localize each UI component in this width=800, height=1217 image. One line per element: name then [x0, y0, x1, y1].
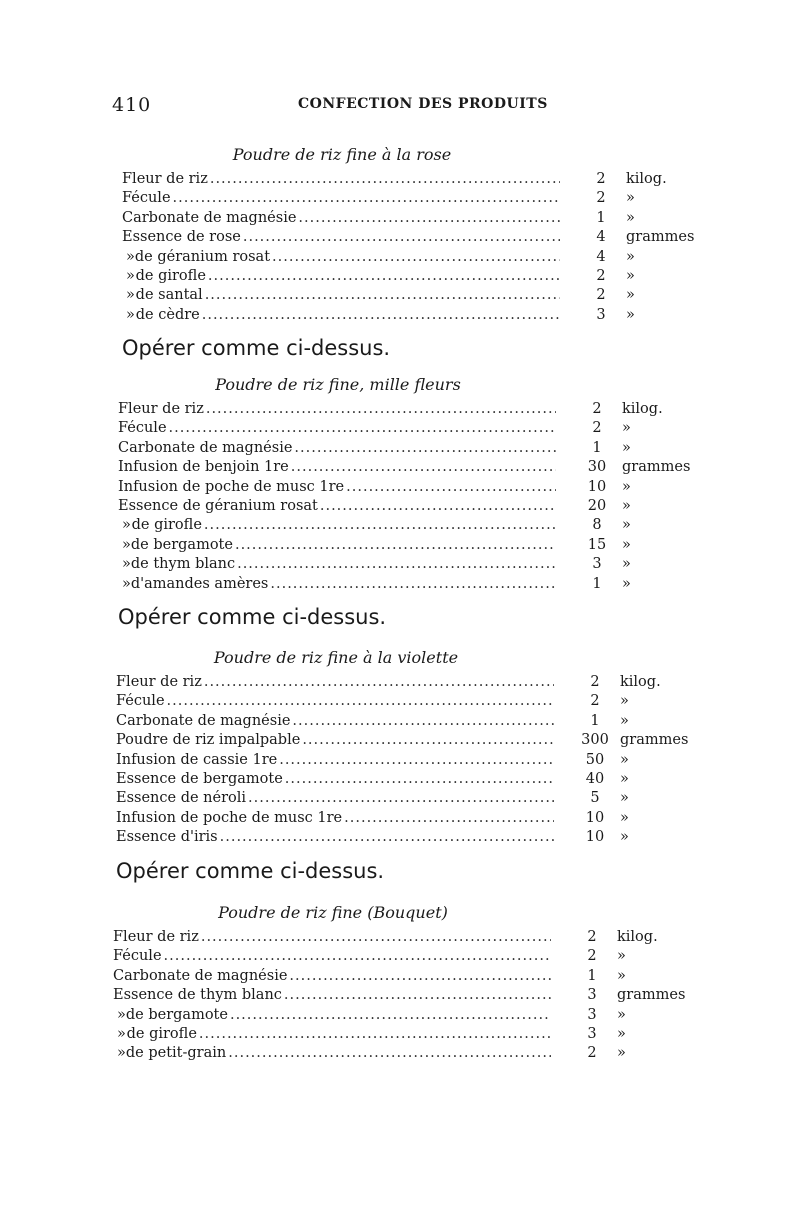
ditto-mark: »	[126, 248, 135, 265]
ingredient-quantity: 3	[587, 1025, 597, 1042]
ingredient-quantity: 3	[592, 556, 602, 573]
ingredient-unit: »	[617, 967, 626, 984]
ingredient-unit: »	[617, 1045, 626, 1062]
instruction-note: Opérer comme ci-dessus.	[122, 336, 391, 361]
dot-leader	[284, 987, 551, 1003]
recipe-mille-fleurs	[118, 375, 690, 633]
ingredient-label-cell	[116, 752, 554, 768]
ingredient-row	[118, 459, 690, 478]
dot-leader	[344, 810, 554, 826]
ingredient-unit: »	[622, 556, 631, 573]
ingredient-quantity: 15	[587, 536, 607, 553]
ingredient-label-cell	[118, 459, 556, 475]
ingredient-name: Carbonate de magnésie	[118, 439, 293, 456]
dot-leader	[289, 968, 551, 984]
ingredient-name: Fleur de riz	[118, 401, 204, 417]
ingredient-unit: »	[620, 809, 629, 826]
instruction-note: Opérer comme ci-dessus.	[118, 604, 387, 629]
recipe-title: Poudre de riz fine à la rose	[232, 145, 452, 164]
ingredient-row	[116, 713, 688, 732]
recipe-violette	[116, 648, 688, 887]
ingredient-unit: »	[626, 267, 635, 284]
ingredient-label-cell	[116, 693, 554, 709]
ingredient-label-cell	[116, 732, 554, 748]
ingredient-label-cell	[118, 401, 556, 417]
ingredient-row	[118, 479, 690, 498]
ingredient-row	[122, 287, 694, 306]
dot-leader	[298, 210, 560, 226]
ingredient-unit: »	[626, 248, 635, 265]
ditto-mark: »	[117, 1006, 126, 1023]
dot-leader	[291, 459, 556, 475]
ditto-mark: »	[122, 536, 131, 553]
ingredient-quantity: 2	[596, 171, 606, 187]
ingredient-name: Infusion de cassie 1re	[116, 751, 278, 768]
ingredient-quantity: 2	[587, 948, 597, 965]
ingredient-name: Carbonate de magnésie	[113, 967, 288, 984]
ingredient-row	[113, 1045, 685, 1064]
ingredient-name: Fleur de riz	[113, 929, 199, 945]
ingredient-label-cell	[118, 517, 556, 533]
ingredient-unit: kilog.	[626, 171, 667, 187]
ingredient-name: Essence de thym blanc	[113, 987, 282, 1004]
ingredient-label-cell	[122, 190, 560, 206]
ingredient-unit: »	[622, 536, 631, 553]
ingredient-quantity: 10	[585, 809, 605, 826]
ingredient-row	[118, 517, 690, 536]
ingredient-quantity: 1	[587, 967, 597, 984]
dot-leader	[272, 249, 560, 265]
ingredient-unit: »	[622, 478, 631, 495]
ingredient-name: de girofle	[126, 1025, 197, 1042]
ingredient-quantity: 1	[596, 209, 606, 226]
dot-leader	[243, 229, 560, 245]
ingredient-name: de cèdre	[135, 306, 200, 323]
ingredient-label-cell	[118, 440, 556, 456]
ingredient-name: Essence de géranium rosat	[118, 497, 318, 514]
ingredient-unit: »	[622, 517, 631, 534]
ingredient-row	[116, 693, 688, 712]
ingredient-name: Essence de néroli	[116, 790, 247, 807]
recipe-bouquet	[113, 903, 685, 1065]
dot-leader	[169, 420, 556, 436]
ingredient-name: Fécule	[116, 693, 165, 710]
ingredient-label-cell	[116, 674, 554, 690]
ingredient-row	[116, 829, 688, 848]
dot-leader	[202, 307, 560, 323]
dot-leader	[230, 1007, 551, 1023]
ingredient-quantity: 3	[587, 1006, 597, 1023]
ingredient-quantity: 2	[590, 693, 600, 710]
dot-leader	[292, 713, 554, 729]
ingredient-row	[113, 1007, 685, 1026]
ingredient-row	[113, 987, 685, 1006]
dot-leader	[320, 498, 556, 514]
ingredient-label-cell	[122, 249, 560, 265]
ingredient-unit: grammes	[622, 459, 691, 476]
ingredient-row	[118, 401, 690, 420]
recipe-title: Poudre de riz fine, mille fleurs	[215, 375, 461, 394]
ingredient-label-cell	[118, 537, 556, 553]
ingredient-unit: »	[622, 420, 631, 437]
ingredient-row	[113, 1026, 685, 1045]
ditto-mark: »	[117, 1025, 126, 1042]
ditto-mark: »	[122, 556, 131, 573]
ingredient-quantity: 4	[596, 248, 606, 265]
ditto-mark: »	[122, 517, 131, 534]
ingredient-unit: kilog.	[620, 674, 661, 690]
ingredient-label-cell	[113, 987, 551, 1003]
ingredient-name: de thym blanc	[130, 556, 236, 573]
dot-leader	[279, 752, 554, 768]
ingredient-name: Essence de bergamote	[116, 770, 283, 787]
recipe-title: Poudre de riz fine à la violette	[213, 648, 459, 667]
ingredient-quantity: 4	[596, 229, 606, 246]
ingredient-unit: grammes	[620, 732, 689, 749]
dot-leader	[220, 829, 554, 845]
ditto-mark: »	[126, 267, 135, 284]
ditto-mark: »	[126, 287, 135, 304]
ingredient-quantity: 2	[587, 929, 597, 945]
ditto-mark: »	[126, 306, 135, 323]
instruction-note: Opérer comme ci-dessus.	[116, 858, 385, 883]
ingredient-name: Carbonate de magnésie	[122, 209, 297, 226]
ingredient-quantity: 1	[592, 439, 602, 456]
dot-leader	[201, 929, 551, 945]
ingredient-row	[113, 929, 685, 948]
ingredient-unit: grammes	[626, 229, 695, 246]
ingredient-row	[116, 674, 688, 693]
ingredient-row	[122, 268, 694, 287]
ingredient-row	[118, 420, 690, 439]
ingredient-quantity: 10	[587, 478, 607, 495]
dot-leader	[235, 537, 556, 553]
ingredient-row	[116, 790, 688, 809]
ingredient-name: Poudre de riz impalpable	[116, 732, 301, 749]
ingredient-unit: kilog.	[622, 401, 663, 417]
ingredient-name: Infusion de benjoin 1re	[118, 459, 289, 476]
ingredient-row	[116, 771, 688, 790]
ingredient-row	[122, 171, 694, 190]
ingredient-quantity: 2	[592, 420, 602, 437]
dot-leader	[206, 401, 556, 417]
ingredient-label-cell	[113, 1007, 551, 1023]
ingredient-name: de géranium rosat	[134, 248, 271, 265]
ingredient-label-cell	[116, 810, 554, 826]
ingredient-label-cell	[118, 498, 556, 514]
ingredient-row	[118, 498, 690, 517]
ingredient-label-cell	[113, 968, 551, 984]
ingredient-row	[113, 948, 685, 967]
ingredient-quantity: 2	[596, 287, 606, 304]
ingredient-name: Fleur de riz	[116, 674, 202, 690]
dot-leader	[294, 440, 556, 456]
ingredient-unit: »	[617, 1006, 626, 1023]
ingredient-unit: »	[626, 209, 635, 226]
dot-leader	[210, 171, 560, 187]
ingredient-quantity: 2	[592, 401, 602, 417]
ingredient-label-cell	[113, 1045, 551, 1061]
ingredient-row	[122, 190, 694, 209]
ingredient-unit: »	[622, 575, 631, 592]
ingredient-quantity: 1	[590, 712, 600, 729]
ingredient-label-cell	[122, 229, 560, 245]
ingredient-quantity: 20	[587, 497, 607, 514]
dot-leader	[167, 693, 554, 709]
ingredient-name: Essence d'iris	[116, 829, 218, 846]
ingredient-unit: »	[626, 306, 635, 323]
ingredient-name: Infusion de poche de musc 1re	[118, 478, 345, 495]
ingredient-unit: »	[620, 790, 629, 807]
ingredient-name: de bergamote	[130, 536, 233, 553]
ingredient-name: de santal	[135, 287, 203, 304]
ingredient-label-cell	[122, 287, 560, 303]
ingredient-name: Fécule	[113, 948, 162, 965]
ingredient-name: Fleur de riz	[122, 171, 208, 187]
dot-leader	[237, 556, 556, 572]
ingredient-unit: »	[626, 190, 635, 207]
ingredient-unit: »	[620, 829, 629, 846]
ingredient-row	[118, 440, 690, 459]
ingredient-quantity: 300	[581, 732, 609, 749]
dot-leader	[228, 1045, 551, 1061]
running-head: CONFECTION DES PRODUITS	[298, 96, 548, 112]
ingredient-row	[118, 576, 690, 595]
ingredient-quantity: 3	[587, 987, 597, 1004]
ingredient-label-cell	[122, 307, 560, 323]
ingredient-row	[118, 537, 690, 556]
ingredient-label-cell	[122, 268, 560, 284]
ingredient-unit: »	[620, 693, 629, 710]
ingredient-label-cell	[116, 713, 554, 729]
ingredient-name: Essence de rose	[122, 229, 241, 246]
dot-leader	[204, 674, 554, 690]
ingredient-label-cell	[116, 829, 554, 845]
ingredient-label-cell	[118, 576, 556, 592]
dot-leader	[208, 268, 560, 284]
page-number: 410	[112, 94, 152, 116]
ingredient-unit: grammes	[617, 987, 686, 1004]
ingredient-row	[116, 810, 688, 829]
ingredient-row	[113, 968, 685, 987]
ingredient-unit: »	[622, 497, 631, 514]
ingredient-row	[122, 210, 694, 229]
ingredient-row	[118, 556, 690, 575]
recipe-title: Poudre de riz fine (Bouquet)	[218, 903, 448, 922]
ingredient-label-cell	[118, 420, 556, 436]
dot-leader	[199, 1026, 551, 1042]
ingredient-quantity: 2	[596, 190, 606, 207]
ingredient-label-cell	[122, 171, 560, 187]
ingredient-unit: »	[617, 1025, 626, 1042]
dot-leader	[346, 479, 556, 495]
ingredient-name: Carbonate de magnésie	[116, 712, 291, 729]
ingredient-unit: »	[617, 948, 626, 965]
ingredient-name: Fécule	[122, 190, 171, 207]
ingredient-unit: »	[620, 751, 629, 768]
ingredient-name: de girofle	[131, 517, 202, 534]
dot-leader	[204, 517, 556, 533]
ingredient-row	[122, 307, 694, 326]
ingredient-unit: »	[626, 287, 635, 304]
ingredient-name: Infusion de poche de musc 1re	[116, 809, 343, 826]
ingredient-quantity: 10	[585, 829, 605, 846]
ingredient-quantity: 3	[596, 306, 606, 323]
ingredient-row	[122, 229, 694, 248]
dot-leader	[173, 190, 560, 206]
ingredient-unit: »	[620, 770, 629, 787]
ingredient-label-cell	[122, 210, 560, 226]
ditto-mark: »	[117, 1045, 126, 1062]
ingredient-quantity: 2	[596, 267, 606, 284]
ingredient-quantity: 30	[587, 459, 607, 476]
ingredient-name: Fécule	[118, 420, 167, 437]
ingredient-label-cell	[118, 479, 556, 495]
recipe-rose	[122, 145, 694, 364]
ingredient-row	[116, 732, 688, 751]
ingredient-name: d'amandes amères	[130, 575, 269, 592]
ingredient-quantity: 2	[590, 674, 600, 690]
ingredient-quantity: 40	[585, 770, 605, 787]
ingredient-quantity: 50	[585, 751, 605, 768]
ingredient-label-cell	[113, 948, 551, 964]
dot-leader	[248, 790, 554, 806]
ingredient-label-cell	[113, 929, 551, 945]
ingredient-name: de bergamote	[125, 1006, 228, 1023]
ingredient-quantity: 8	[592, 517, 602, 534]
ingredient-label-cell	[116, 771, 554, 787]
ingredient-label-cell	[116, 790, 554, 806]
dot-leader	[285, 771, 554, 787]
dot-leader	[302, 732, 554, 748]
ingredient-name: de girofle	[135, 267, 206, 284]
ingredient-quantity: 2	[587, 1045, 597, 1062]
ingredient-unit: kilog.	[617, 929, 658, 945]
ingredient-unit: »	[620, 712, 629, 729]
ingredient-unit: »	[622, 439, 631, 456]
ditto-mark: »	[122, 575, 131, 592]
dot-leader	[205, 287, 560, 303]
dot-leader	[164, 948, 551, 964]
ingredient-row	[122, 249, 694, 268]
ingredient-row	[116, 752, 688, 771]
ingredient-quantity: 5	[590, 790, 600, 807]
ingredient-name: de petit-grain	[125, 1045, 227, 1062]
ingredient-label-cell	[118, 556, 556, 572]
ingredient-quantity: 1	[592, 575, 602, 592]
ingredient-label-cell	[113, 1026, 551, 1042]
dot-leader	[270, 576, 556, 592]
